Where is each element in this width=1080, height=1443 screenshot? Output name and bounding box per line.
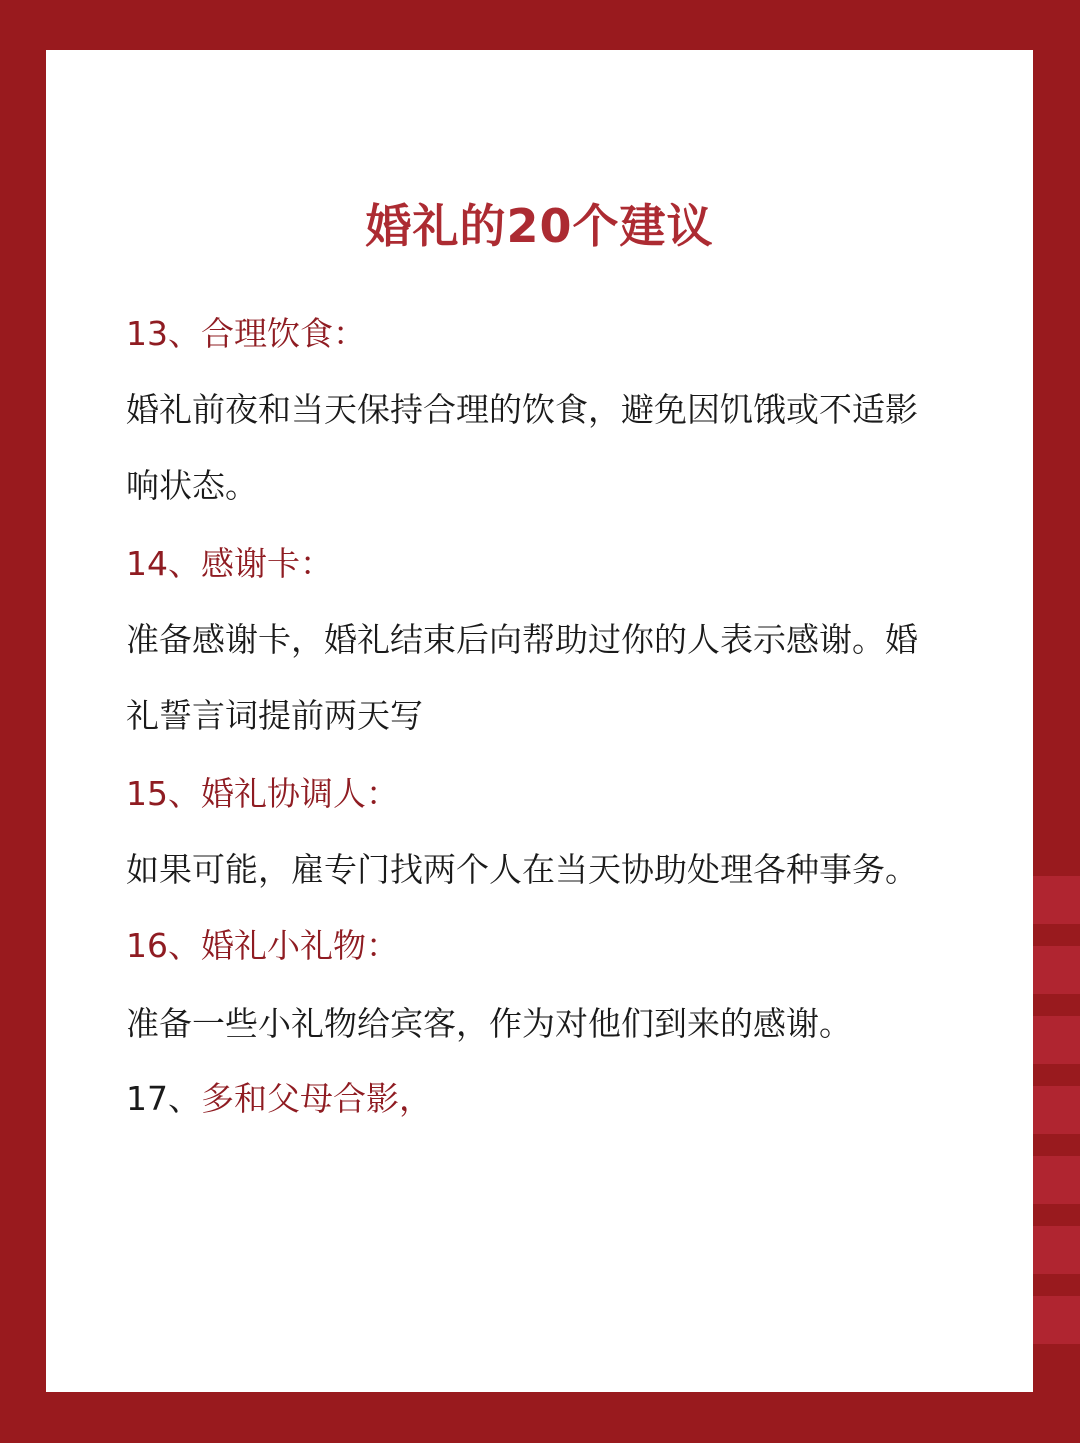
page-title: 婚礼的20个建议 [365, 199, 714, 253]
content-card [46, 50, 1033, 1392]
item-15-body-line-1: 如果可能，雇专门找两个人在当天协助处理各种事务。 [126, 850, 918, 889]
item-13-body-line-2: 响状态。 [126, 466, 258, 505]
item-16-body-line-1: 准备一些小礼物给宾客，作为对他们到来的感谢。 [126, 1004, 852, 1043]
item-15-heading: 15、婚礼协调人： [126, 774, 399, 813]
item-14-heading: 14、感谢卡： [126, 544, 333, 583]
item-14-body-line-1: 准备感谢卡，婚礼结束后向帮助过你的人表示感谢。婚 [126, 620, 918, 659]
item-17-heading [126, 1077, 986, 1121]
item-17-heading-text: 多和父母合影， [201, 1079, 432, 1118]
item-16-heading: 16、婚礼小礼物： [126, 926, 399, 965]
item-13-heading: 13、合理饮食： [126, 314, 366, 353]
item-17-number: 17、 [126, 1079, 201, 1118]
item-14-body-line-2: 礼誓言词提前两天写 [126, 696, 423, 735]
item-13-body-line-1: 婚礼前夜和当天保持合理的饮食，避免因饥饿或不适影 [126, 390, 918, 429]
